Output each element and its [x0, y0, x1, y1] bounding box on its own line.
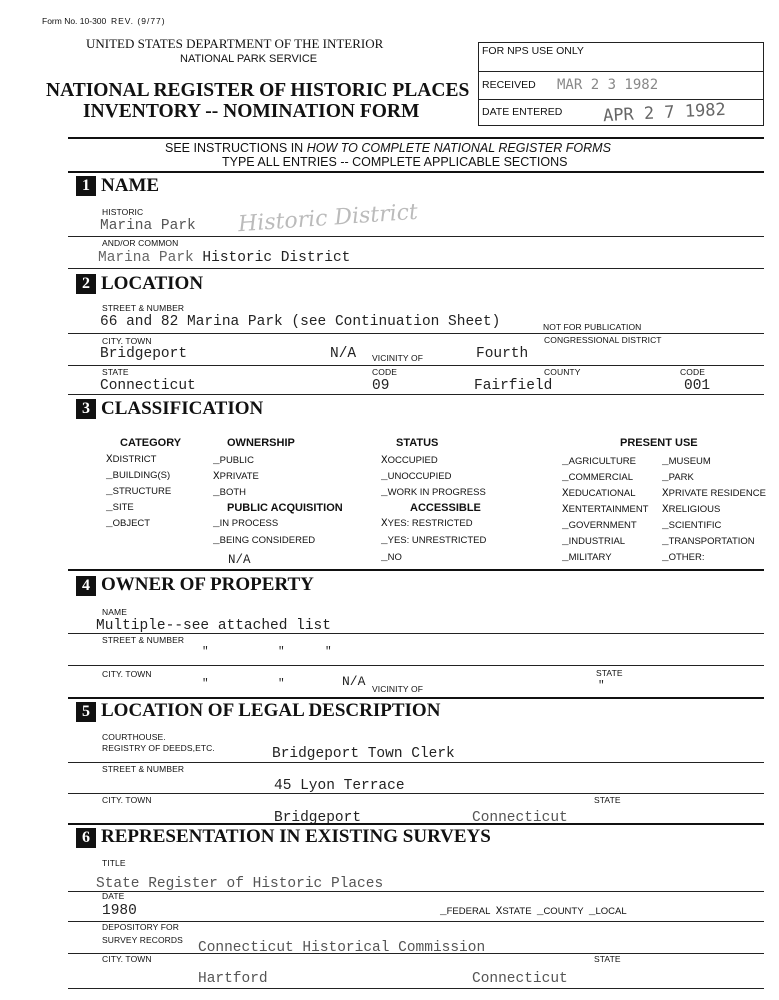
state-value: Connecticut: [100, 378, 196, 394]
checkbox-agriculture[interactable]: _AGRICULTURE: [562, 456, 636, 468]
received-stamp: MAR 2 3 1982: [557, 77, 659, 93]
depository-label: DEPOSITORY FOR: [102, 922, 179, 932]
city-town-label: CITY. TOWN: [102, 336, 152, 346]
survey-state-label: STATE: [594, 954, 621, 964]
checkbox-park[interactable]: _PARK: [662, 472, 694, 484]
survey-title-value: State Register of Historic Places: [96, 876, 384, 892]
registry-label: REGISTRY OF DEEDS,ETC.: [102, 743, 215, 753]
public-acquisition-value: N/A: [228, 553, 251, 567]
checkbox-entertainment[interactable]: XENTERTAINMENT: [562, 504, 649, 516]
section-title: REPRESENTATION IN EXISTING SURVEYS: [101, 826, 491, 847]
survey-state-value: Connecticut: [472, 971, 568, 987]
legal-state-label: STATE: [594, 795, 621, 805]
courthouse-value: Bridgeport Town Clerk: [272, 746, 455, 762]
legal-city-label: CITY. TOWN: [102, 795, 152, 805]
courthouse-label: COURTHOUSE.: [102, 732, 166, 742]
vicinity-label: VICINITY OF: [372, 353, 424, 363]
county-value: Fairfield: [474, 378, 553, 394]
survey-date-label: DATE: [102, 891, 125, 901]
checkbox-industrial[interactable]: _INDUSTRIAL: [562, 536, 626, 548]
field-line: [68, 365, 764, 366]
checkbox-private-residence[interactable]: XPRIVATE RESIDENCE: [662, 488, 766, 500]
ditto-mark: ": [278, 678, 285, 690]
ownership-heading: OWNERSHIP: [227, 437, 295, 449]
legal-city-value: Bridgeport: [274, 810, 362, 826]
checkbox-yes-restricted[interactable]: XYES: RESTRICTED: [381, 518, 473, 530]
survey-records-label: SURVEY RECORDS: [102, 935, 183, 945]
public-acquisition-heading: PUBLIC ACQUISITION: [227, 502, 343, 514]
accessible-heading: ACCESSIBLE: [410, 502, 481, 514]
checkbox-district[interactable]: XDISTRICT: [106, 454, 157, 466]
checkbox-buildings[interactable]: _BUILDING(S): [106, 470, 171, 482]
andor-common-label: AND/OR COMMON: [102, 238, 179, 248]
form-title-line1: NATIONAL REGISTER OF HISTORIC PLACES: [46, 80, 470, 101]
date-entered-label: DATE ENTERED: [482, 106, 563, 118]
checkbox-scientific[interactable]: _SCIENTIFIC: [662, 520, 722, 532]
historic-label: HISTORIC: [102, 207, 144, 217]
form-number: Form No. 10-300 REV. (9/77): [42, 16, 166, 26]
checkbox-government[interactable]: _GOVERNMENT: [562, 520, 637, 532]
ditto-mark: ": [325, 646, 332, 658]
present-use-heading: PRESENT USE: [620, 437, 698, 449]
survey-city-label: CITY. TOWN: [102, 954, 152, 964]
county-label: COUNTY: [544, 367, 581, 377]
field-line: [68, 665, 764, 666]
form-title-line2: INVENTORY -- NOMINATION FORM: [83, 101, 420, 122]
checkbox-structure[interactable]: _STRUCTURE: [106, 486, 172, 498]
owner-vicinity-value: N/A: [342, 674, 366, 689]
depository-value: Connecticut Historical Commission: [198, 940, 486, 956]
vicinity-value: N/A: [330, 346, 357, 362]
street-number-label: STREET & NUMBER: [102, 303, 185, 313]
section-number: 5: [76, 702, 96, 722]
owner-vicinity-label: VICINITY OF: [372, 684, 424, 694]
instructions-line1: SEE INSTRUCTIONS IN HOW TO COMPLETE NATIONAL REGISTER FORMS: [165, 141, 611, 155]
checkbox-other[interactable]: _OTHER:: [662, 552, 705, 564]
street-value: 66 and 82 Marina Park (see Continuation Sheet): [100, 314, 501, 330]
checkbox-occupied[interactable]: XOCCUPIED: [381, 455, 438, 467]
section-number: 4: [76, 576, 96, 596]
checkbox-no[interactable]: _NO: [381, 552, 402, 564]
department-heading: UNITED STATES DEPARTMENT OF THE INTERIOR: [86, 36, 384, 51]
survey-level-group: [440, 906, 627, 918]
checkbox-state[interactable]: XSTATE: [495, 906, 532, 918]
divider: [68, 171, 764, 173]
owner-state-label: STATE: [596, 668, 623, 678]
section-number: 6: [76, 828, 96, 848]
checkbox-educational[interactable]: XEDUCATIONAL: [562, 488, 636, 500]
field-line: [68, 953, 764, 954]
ditto-mark: ": [598, 680, 605, 692]
survey-title-label: TITLE: [102, 858, 126, 868]
handwritten-annotation: Historic District: [237, 199, 419, 238]
owner-city-label: CITY. TOWN: [102, 669, 152, 679]
divider: [68, 697, 764, 699]
divider: [68, 137, 764, 139]
congressional-district-value: Fourth: [476, 346, 529, 362]
checkbox-object[interactable]: _OBJECT: [106, 518, 151, 530]
state-label: STATE: [102, 367, 129, 377]
checkbox-yes-unrestricted[interactable]: _YES: UNRESTRICTED: [381, 535, 487, 547]
code-label: CODE: [372, 367, 397, 377]
checkbox-site[interactable]: _SITE: [106, 502, 134, 514]
survey-date-value: 1980: [102, 903, 137, 919]
not-for-publication-label: NOT FOR PUBLICATION: [543, 322, 642, 332]
checkbox-museum[interactable]: _MUSEUM: [662, 456, 711, 468]
field-line: [68, 236, 764, 237]
field-line: [68, 333, 764, 334]
ditto-mark: ": [278, 646, 285, 658]
ditto-mark: ": [202, 646, 209, 658]
field-line: [68, 268, 764, 269]
legal-street-value: 45 Lyon Terrace: [274, 778, 405, 794]
checkbox-federal[interactable]: _FEDERAL: [440, 906, 491, 918]
checkbox-religious[interactable]: XRELIGIOUS: [662, 504, 721, 516]
section-number: 2: [76, 274, 96, 294]
status-heading: STATUS: [396, 437, 439, 449]
section-title: NAME: [101, 175, 160, 196]
legal-state-value: Connecticut: [472, 810, 568, 826]
ditto-mark: ": [202, 678, 209, 690]
section-title: LOCATION OF LEGAL DESCRIPTION: [101, 700, 441, 721]
field-line: [68, 988, 764, 989]
checkbox-both[interactable]: _BOTH: [213, 487, 246, 499]
checkbox-work-in-progress[interactable]: _WORK IN PROGRESS: [381, 487, 486, 499]
divider: [68, 823, 764, 825]
instructions-line2: TYPE ALL ENTRIES -- COMPLETE APPLICABLE SECTIONS: [222, 155, 568, 169]
city-value: Bridgeport: [100, 346, 188, 362]
common-name: Marina Park Historic District: [98, 250, 351, 266]
section-title: LOCATION: [101, 273, 204, 294]
historic-name: Marina Park: [100, 218, 196, 234]
state-code-value: 09: [372, 378, 390, 394]
survey-city-value: Hartford: [198, 971, 268, 987]
received-label: RECEIVED: [482, 79, 536, 91]
checkbox-commercial[interactable]: _COMMERCIAL: [562, 472, 634, 484]
section-title: CLASSIFICATION: [101, 398, 264, 419]
owner-name-value: Multiple--see attached list: [96, 618, 331, 634]
section-number: 3: [76, 399, 96, 419]
service-heading: NATIONAL PARK SERVICE: [180, 53, 318, 65]
field-line: [68, 394, 764, 395]
date-entered-stamp: APR 2 7 1982: [602, 99, 727, 127]
field-line: [68, 793, 764, 794]
owner-street-label: STREET & NUMBER: [102, 635, 185, 645]
divider: [68, 569, 764, 571]
checkbox-transportation[interactable]: _TRANSPORTATION: [662, 536, 755, 548]
field-line: [68, 762, 764, 763]
checkbox-public[interactable]: _PUBLIC: [213, 455, 254, 467]
legal-street-label: STREET & NUMBER: [102, 764, 185, 774]
checkbox-being-considered[interactable]: _BEING CONSIDERED: [213, 535, 316, 547]
checkbox-county[interactable]: _COUNTY: [536, 906, 584, 918]
checkbox-local[interactable]: _LOCAL: [588, 906, 627, 918]
county-code-value: 001: [684, 378, 711, 394]
congressional-district-label: CONGRESSIONAL DISTRICT: [544, 335, 662, 345]
nps-use-box: [478, 42, 764, 126]
owner-name-label: NAME: [102, 607, 127, 617]
checkbox-in-process[interactable]: _IN PROCESS: [213, 518, 279, 530]
checkbox-military[interactable]: _MILITARY: [562, 552, 612, 564]
nps-box-heading: FOR NPS USE ONLY: [482, 45, 584, 57]
checkbox-unoccupied[interactable]: _UNOCCUPIED: [381, 471, 452, 483]
field-line: [68, 633, 764, 634]
county-code-label: CODE: [680, 367, 705, 377]
category-heading: CATEGORY: [120, 437, 182, 449]
field-line: [68, 891, 764, 892]
section-number: 1: [76, 176, 96, 196]
section-title: OWNER OF PROPERTY: [101, 574, 314, 595]
checkbox-private[interactable]: XPRIVATE: [213, 471, 259, 483]
